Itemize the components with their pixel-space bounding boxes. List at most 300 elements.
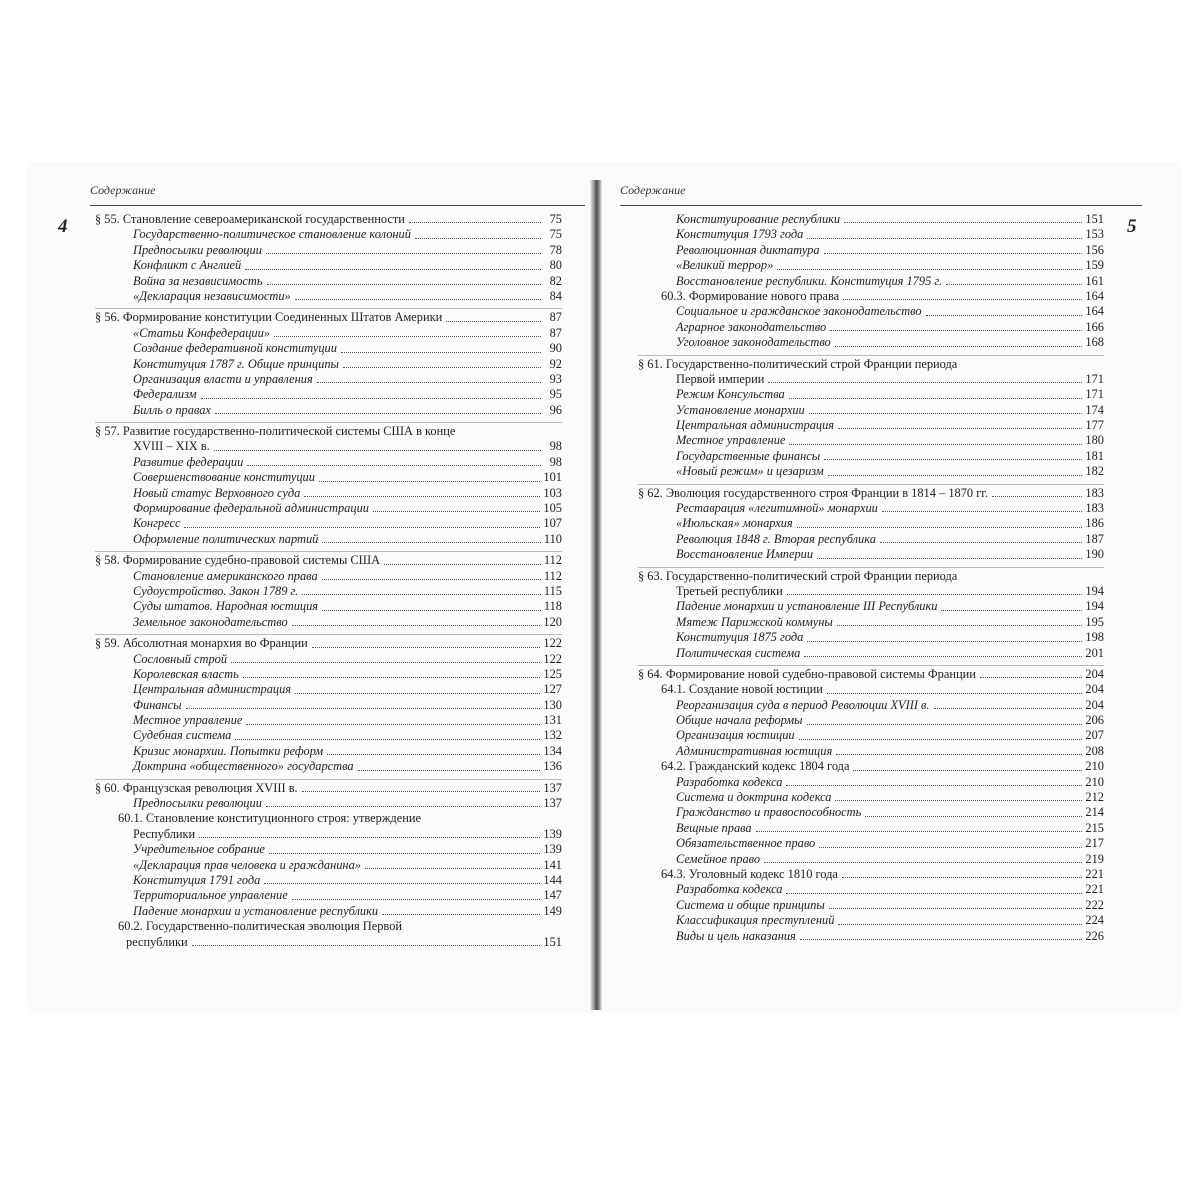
dot-leader	[756, 831, 1083, 832]
toc-entry-page: 224	[1085, 913, 1104, 928]
book-gutter	[590, 180, 602, 1010]
toc-entry	[638, 547, 1104, 562]
toc-entry-title: 60.2. Государственно-политическая эволюция Первой	[118, 919, 403, 934]
dot-leader	[343, 367, 541, 368]
toc-entry	[95, 326, 562, 341]
toc-entry-title: Система и доктрина кодекса	[676, 790, 832, 805]
toc-entry	[638, 882, 1104, 897]
dot-leader	[322, 610, 541, 611]
dot-leader	[786, 785, 1082, 786]
toc-entry	[638, 372, 1104, 387]
dot-leader	[807, 641, 1082, 642]
dot-leader	[295, 299, 541, 300]
toc-entry-title: «Новый режим» и цезаризм	[676, 464, 824, 479]
toc-entry-page: 226	[1085, 928, 1104, 943]
toc-entry	[95, 439, 562, 454]
dot-leader	[789, 398, 1083, 399]
toc-entry-title: 60.1. Становление конституционного строя: утверждение	[118, 811, 421, 826]
toc-entry	[95, 310, 562, 325]
toc-entry	[638, 584, 1104, 599]
toc-entry-title: Федерализм	[133, 387, 197, 402]
toc-entry-page: 180	[1085, 433, 1104, 448]
dot-leader	[214, 450, 541, 451]
toc-entry-page: 215	[1085, 820, 1104, 835]
dot-leader	[829, 908, 1083, 909]
toc-entry-title: Государственно-политическое становление колоний	[133, 227, 411, 242]
toc-entry	[95, 569, 562, 584]
toc-right-page	[638, 212, 1104, 944]
toc-entry-page: 98	[549, 454, 562, 469]
dot-leader	[409, 222, 541, 223]
dot-leader	[304, 496, 540, 497]
toc-entry-title: XVIII – XIX в.	[133, 439, 210, 454]
toc-entry	[95, 516, 562, 531]
toc-entry	[95, 212, 562, 227]
toc-entry-title: Предпосылки революции	[133, 796, 262, 811]
toc-entry	[638, 599, 1104, 614]
dot-leader	[302, 594, 541, 595]
toc-entry	[95, 935, 562, 950]
toc-entry	[95, 289, 562, 304]
toc-entry-page: 156	[1085, 242, 1104, 257]
dot-leader	[186, 708, 541, 709]
toc-entry	[638, 929, 1104, 944]
toc-entry-page: 122	[543, 651, 562, 666]
dot-leader	[319, 481, 540, 482]
toc-entry-page: 130	[543, 697, 562, 712]
dot-leader	[302, 791, 541, 792]
toc-entry-title: Аграрное законодательство	[676, 319, 827, 334]
toc-entry	[95, 258, 562, 273]
dot-leader	[980, 677, 1083, 678]
toc-entry-page: 151	[1085, 212, 1104, 226]
toc-entry-page: 98	[549, 439, 562, 454]
toc-entry-page: 112	[543, 553, 562, 568]
toc-entry-page: 105	[543, 501, 562, 516]
dot-leader	[247, 465, 541, 466]
toc-entry-page: 214	[1085, 805, 1104, 820]
dot-leader	[266, 806, 541, 807]
dot-leader	[292, 625, 541, 626]
toc-entry-page: 194	[1085, 599, 1104, 614]
toc-entry-title: Формирование федеральной администрации	[133, 501, 369, 516]
toc-entry-title: 60.3. Формирование нового права	[661, 288, 840, 303]
toc-left-page	[95, 212, 562, 950]
toc-entry-title: Первой империи	[676, 371, 765, 386]
toc-entry-title: Республики	[133, 826, 196, 841]
dot-leader	[824, 459, 1082, 460]
toc-entry-page: 110	[543, 531, 562, 546]
toc-entry	[95, 501, 562, 516]
toc-entry	[638, 913, 1104, 928]
toc-entry-page: 168	[1085, 335, 1104, 350]
toc-entry-page: 87	[549, 325, 562, 340]
toc-entry	[95, 387, 562, 402]
toc-entry	[638, 713, 1104, 728]
toc-entry-title: 64.2. Гражданский кодекс 1804 года	[661, 759, 850, 774]
dot-leader	[266, 253, 541, 254]
toc-entry	[638, 418, 1104, 433]
toc-entry-title: Конституция 1875 года	[676, 630, 804, 645]
toc-entry-title: «Великий террор»	[676, 258, 774, 273]
toc-entry	[95, 904, 562, 919]
toc-entry-page: 166	[1085, 319, 1104, 334]
toc-entry	[638, 836, 1104, 851]
dot-leader	[384, 564, 541, 565]
dot-leader	[764, 862, 1082, 863]
toc-entry-title: Падение монархии и установление республики	[133, 903, 379, 918]
toc-entry-page: 141	[543, 857, 562, 872]
dot-leader	[264, 883, 540, 884]
dot-leader	[807, 238, 1082, 239]
toc-entry-title: Создание федеративной конституции	[133, 341, 337, 356]
dot-leader	[830, 330, 1082, 331]
page-number-right: 5	[1127, 216, 1137, 237]
toc-entry-title: Гражданство и правоспособность	[676, 805, 862, 820]
toc-entry-title: Организация власти и управления	[133, 371, 313, 386]
dot-leader	[941, 610, 1082, 611]
toc-entry-title: Оформление политических партий	[133, 531, 319, 546]
toc-entry-title: Конституция 1791 года	[133, 873, 261, 887]
toc-entry-title: Вещные права	[676, 820, 752, 835]
toc-entry	[638, 790, 1104, 805]
toc-entry	[95, 698, 562, 713]
toc-entry-title: Сословный строй	[133, 651, 228, 666]
dot-leader	[934, 708, 1083, 709]
toc-entry-page: 181	[1085, 448, 1104, 463]
toc-entry-page: 92	[549, 356, 562, 371]
toc-entry	[95, 553, 562, 568]
toc-entry	[638, 759, 1104, 774]
toc-entry-page: 127	[543, 682, 562, 697]
dot-leader	[797, 527, 1083, 528]
toc-entry-title: Установление монархии	[676, 402, 805, 417]
toc-entry-title: § 64. Формирование новой судебно-правовой системы Франции	[638, 666, 976, 681]
toc-entry	[95, 455, 562, 470]
toc-entry	[95, 372, 562, 387]
toc-entry-page: 95	[549, 387, 562, 402]
toc-entry	[95, 486, 562, 501]
toc-entry-page: 115	[543, 583, 562, 598]
toc-entry	[638, 320, 1104, 335]
toc-entry	[638, 615, 1104, 630]
toc-entry-page: 151	[543, 934, 562, 949]
dot-leader	[786, 893, 1082, 894]
toc-entry	[638, 630, 1104, 645]
toc-entry-page: 75	[549, 212, 562, 226]
toc-entry-page: 171	[1085, 387, 1104, 402]
toc-entry-title: Разработка кодекса	[676, 774, 783, 789]
toc-entry-title: Доктрина «общественного» государства	[133, 759, 354, 774]
toc-entry-page: 112	[543, 568, 562, 583]
dot-leader	[787, 594, 1083, 595]
toc-entry-page: 194	[1085, 583, 1104, 598]
toc-entry	[638, 486, 1104, 501]
dot-leader	[322, 542, 541, 543]
dot-leader	[246, 724, 540, 725]
toc-entry-title: Восстановление Империи	[676, 547, 814, 562]
toc-entry-title: § 57. Развитие государственно-политической системы США в конце	[95, 424, 456, 439]
toc-entry	[95, 919, 562, 934]
toc-entry-page: 147	[543, 888, 562, 903]
dot-leader	[312, 647, 541, 648]
toc-entry	[638, 289, 1104, 304]
toc-entry-page: 96	[549, 402, 562, 417]
dot-leader	[192, 945, 541, 946]
toc-entry-title: Финансы	[133, 697, 182, 712]
dot-leader	[838, 428, 1082, 429]
toc-entry-page: 93	[549, 371, 562, 386]
toc-entry	[638, 357, 1104, 372]
toc-entry-page: 204	[1085, 682, 1104, 697]
toc-entry-title: § 62. Эволюция государственного строя Франции в 1814 – 1870 гг.	[638, 485, 989, 500]
toc-entry	[95, 243, 562, 258]
toc-entry	[638, 898, 1104, 913]
section-divider	[638, 484, 1104, 485]
toc-entry-title: Режим Консульства	[676, 387, 785, 402]
toc-entry-title: Конституирование республики	[676, 212, 841, 226]
toc-entry-page: 134	[543, 743, 562, 758]
toc-entry-title: Территориальное управление	[133, 888, 288, 903]
toc-entry	[638, 682, 1104, 697]
dot-leader	[415, 238, 541, 239]
toc-entry	[95, 713, 562, 728]
dot-leader	[828, 475, 1083, 476]
section-divider	[638, 567, 1104, 568]
toc-entry	[638, 335, 1104, 350]
toc-entry-page: 139	[543, 842, 562, 857]
toc-entry-title: Реставрация «легитимной» монархии	[676, 501, 878, 516]
toc-entry-page: 207	[1085, 728, 1104, 743]
toc-entry	[95, 599, 562, 614]
toc-entry-title: Конституция 1793 года	[676, 227, 804, 242]
toc-entry-page: 159	[1085, 258, 1104, 273]
section-divider	[95, 634, 562, 635]
toc-entry	[638, 516, 1104, 531]
toc-entry	[95, 403, 562, 418]
toc-entry-page: 136	[543, 759, 562, 774]
toc-entry	[95, 584, 562, 599]
dot-leader	[274, 336, 541, 337]
toc-entry-title: «Декларация независимости»	[133, 288, 291, 303]
dot-leader	[827, 693, 1083, 694]
dot-leader	[842, 877, 1082, 878]
toc-entry-page: 90	[549, 341, 562, 356]
toc-entry-page: 87	[549, 310, 562, 325]
toc-entry-page: 78	[549, 242, 562, 257]
toc-entry-title: Политическая система	[676, 645, 801, 660]
toc-entry-page: 210	[1085, 759, 1104, 774]
toc-entry	[95, 615, 562, 630]
toc-entry	[638, 212, 1104, 227]
toc-entry-title: Суды штатов. Народная юстиция	[133, 599, 319, 614]
toc-entry-page: 153	[1085, 227, 1104, 242]
dot-leader	[295, 693, 540, 694]
dot-leader	[269, 853, 541, 854]
toc-entry-title: Уголовное законодательство	[676, 335, 831, 350]
dot-leader	[865, 816, 1082, 817]
toc-entry-page: 84	[549, 288, 562, 303]
toc-entry-title: § 61. Государственно-политический строй Франции периода	[638, 356, 958, 371]
toc-entry	[638, 744, 1104, 759]
toc-entry-page: 75	[549, 227, 562, 242]
toc-entry	[95, 827, 562, 842]
toc-entry	[95, 744, 562, 759]
toc-entry	[638, 569, 1104, 584]
dot-leader	[327, 754, 540, 755]
toc-entry-page: 118	[543, 599, 562, 614]
dot-leader	[243, 677, 541, 678]
toc-entry-page: 149	[543, 903, 562, 918]
dot-leader	[201, 398, 542, 399]
dot-leader	[838, 924, 1082, 925]
toc-entry-page: 212	[1085, 790, 1104, 805]
toc-entry-title: § 58. Формирование судебно-правовой системы США	[95, 553, 381, 568]
toc-entry-title: Местное управление	[676, 433, 786, 448]
dot-leader	[853, 770, 1082, 771]
toc-entry-title: Судебная система	[133, 728, 232, 743]
dot-leader	[819, 847, 1082, 848]
toc-entry-title: § 60. Французская революция XVIII в.	[95, 780, 298, 795]
toc-entry-page: 82	[549, 273, 562, 288]
running-header-left: Содержание	[90, 183, 585, 206]
toc-entry	[95, 274, 562, 289]
toc-entry-title: Центральная администрация	[676, 418, 835, 433]
toc-entry-page: 174	[1085, 402, 1104, 417]
dot-leader	[382, 914, 540, 915]
dot-leader	[267, 284, 542, 285]
toc-entry-page: 186	[1085, 516, 1104, 531]
toc-entry-page: 80	[549, 258, 562, 273]
toc-entry	[638, 243, 1104, 258]
toc-entry	[638, 501, 1104, 516]
dot-leader	[199, 837, 540, 838]
toc-entry-page: 107	[543, 516, 562, 531]
toc-entry-title: Революционная диктатура	[676, 242, 820, 257]
toc-entry-title: Развитие федерации	[133, 454, 244, 469]
toc-entry-title: Реорганизация суда в период Революции XVIII в.	[676, 697, 930, 712]
toc-entry	[638, 449, 1104, 464]
dot-leader	[926, 315, 1083, 316]
toc-entry	[95, 858, 562, 873]
toc-entry-page: 137	[543, 780, 562, 795]
toc-entry-title: Становление американского права	[133, 568, 318, 583]
toc-entry	[638, 867, 1104, 882]
toc-entry-title: республики	[126, 934, 188, 949]
section-divider	[95, 308, 562, 309]
toc-entry-page: 190	[1085, 547, 1104, 562]
dot-leader	[809, 413, 1083, 414]
dot-leader	[804, 656, 1082, 657]
toc-entry-title: Совершенствование конституции	[133, 470, 315, 485]
dot-leader	[245, 269, 541, 270]
dot-leader	[358, 770, 541, 771]
toc-entry-page: 219	[1085, 851, 1104, 866]
toc-entry-title: § 63. Государственно-политический строй Франции периода	[638, 568, 958, 583]
toc-entry	[95, 667, 562, 682]
toc-entry	[95, 636, 562, 651]
toc-entry-title: Административная юстиция	[676, 743, 833, 758]
dot-leader	[880, 542, 1083, 543]
section-divider	[638, 355, 1104, 356]
toc-entry-title: Местное управление	[133, 713, 243, 728]
toc-entry	[638, 698, 1104, 713]
toc-entry-page: 131	[543, 713, 562, 728]
toc-entry-title: Государственные финансы	[676, 448, 821, 463]
dot-leader	[882, 511, 1083, 512]
toc-entry	[95, 796, 562, 811]
toc-entry	[95, 424, 562, 439]
dot-leader	[446, 321, 541, 322]
toc-entry-page: 120	[543, 614, 562, 629]
dot-leader	[373, 511, 540, 512]
toc-entry	[638, 775, 1104, 790]
toc-entry-title: Мятеж Парижской коммуны	[676, 614, 833, 629]
dot-leader	[789, 444, 1082, 445]
toc-entry-page: 125	[543, 666, 562, 681]
toc-entry-title: Разработка кодекса	[676, 882, 783, 897]
toc-entry	[95, 842, 562, 857]
toc-entry-page: 103	[543, 485, 562, 500]
toc-entry-title: § 59. Абсолютная монархия во Франции	[95, 636, 308, 651]
toc-entry	[638, 852, 1104, 867]
toc-entry-page: 204	[1085, 697, 1104, 712]
toc-entry-title: Виды и цель наказания	[676, 928, 796, 943]
toc-entry-page: 177	[1085, 418, 1104, 433]
toc-entry-page: 195	[1085, 614, 1104, 629]
toc-entry-title: «Июльская» монархия	[676, 516, 793, 531]
section-divider	[95, 551, 562, 552]
toc-entry	[638, 387, 1104, 402]
toc-entry-page: 217	[1085, 836, 1104, 851]
toc-entry	[638, 227, 1104, 242]
dot-leader	[837, 625, 1083, 626]
dot-leader	[824, 253, 1083, 254]
toc-entry-title: Семейное право	[676, 851, 761, 866]
section-divider	[95, 779, 562, 780]
toc-entry	[638, 258, 1104, 273]
toc-entry	[95, 729, 562, 744]
toc-entry-page: 137	[543, 796, 562, 811]
toc-entry-title: «Декларация прав человека и гражданина»	[133, 857, 361, 872]
toc-entry-title: Конституция 1787 г. Общие принципы	[133, 356, 339, 371]
dot-leader	[215, 413, 541, 414]
toc-entry	[95, 470, 562, 485]
toc-entry-page: 164	[1085, 288, 1104, 303]
toc-entry-title: Обязательственное право	[676, 836, 816, 851]
toc-entry	[638, 304, 1104, 319]
toc-entry	[638, 667, 1104, 682]
dot-leader	[843, 299, 1082, 300]
dot-leader	[322, 579, 541, 580]
toc-entry-page: 221	[1085, 867, 1104, 881]
dot-leader	[365, 868, 540, 869]
toc-entry-page: 210	[1085, 774, 1104, 789]
toc-entry-page: 139	[543, 826, 562, 841]
toc-entry-title: Земельное законодательство	[133, 614, 288, 629]
toc-entry	[638, 433, 1104, 448]
toc-entry-title: Новый статус Верховного суда	[133, 485, 301, 500]
dot-leader	[231, 662, 540, 663]
toc-entry-title: Билль о правах	[133, 402, 211, 417]
toc-entry-title: Революция 1848 г. Вторая республика	[676, 531, 876, 546]
dot-leader	[777, 269, 1082, 270]
toc-entry-title: «Статьи Конфедерации»	[133, 325, 270, 340]
toc-entry	[95, 652, 562, 667]
toc-entry	[95, 888, 562, 903]
toc-entry-title: § 56. Формирование конституции Соединенных Штатов Америки	[95, 310, 443, 325]
dot-leader	[836, 754, 1082, 755]
